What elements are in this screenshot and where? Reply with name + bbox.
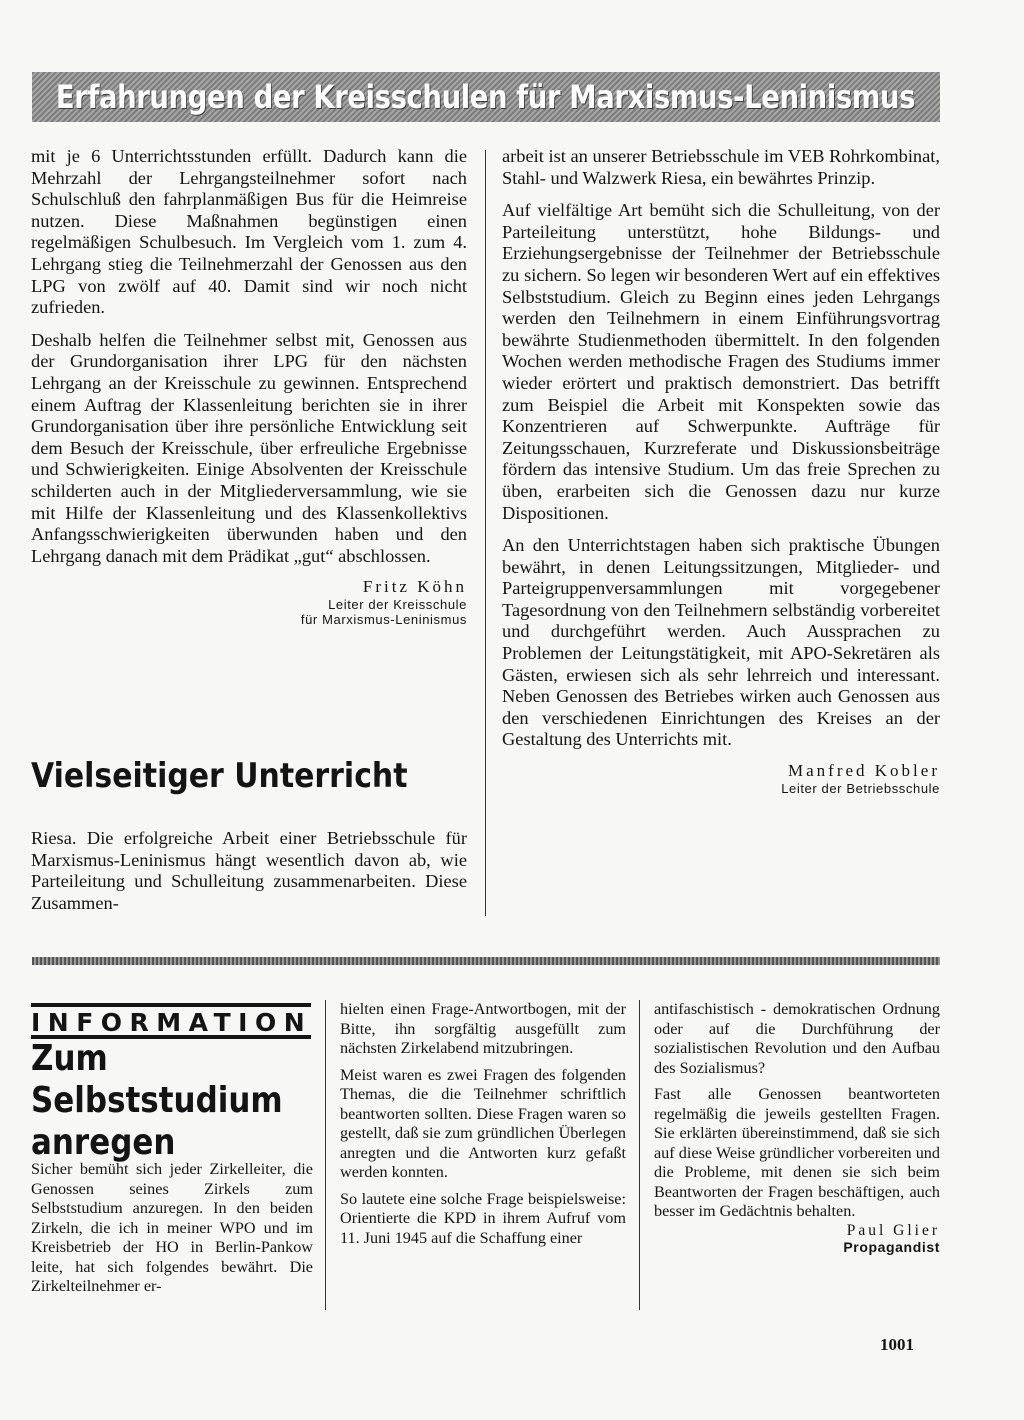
column-divider xyxy=(639,1000,640,1310)
information-column3 xyxy=(654,1000,940,1255)
article2-role: Leiter der Betriebsschule xyxy=(781,781,940,797)
column-divider xyxy=(325,1000,326,1310)
article1-paragraph: mit je 6 Unterrichtsstunden erfüllt. Dadurch kann die Mehrzahl der Lehrgangsteilnehmer sofort nach Schulschluß den fahrplanmäßigen Bus für die Heimreise nutzen. Diese Maßnahmen begünstigen einen regelmäßigen Schulbesuch. Im Vergleich vom 1. zum 4. Lehrgang stieg die Teilnehmerzahl der Genossen aus den LPG von zwölf auf 40. Damit sind wir noch nicht zufrieden. xyxy=(31,146,467,318)
banner-title: Erfahrungen der Kreisschulen für Marxismus-Leninismus xyxy=(56,78,916,116)
information-rule-top xyxy=(31,1003,311,1007)
article2-paragraph: An den Unterrichtstagen haben sich praktische Übungen bewährt, in denen Leitungssitzungen, Mitglieder- und Parteigruppenversammlungen mit vorgegebener Tagesordnung von den Teilnehmern selbständig vorbereitet und durchgeführt werden. Auch Aussprachen zu Problemen der Leitungstätigkeit, mit APO-Sekretären als Gästen, erwiesen sich als sehr lehrreich und interessant. Neben Genossen des Betriebes wirken auch Genossen aus den verschiedenen Einrichtungen des Kreises an der Gestaltung des Unterrichts mit. xyxy=(502,535,940,750)
article1-author: Fritz Köhn xyxy=(362,577,467,597)
article1-column xyxy=(31,146,467,627)
information-column2 xyxy=(340,1000,626,1248)
article2-column2 xyxy=(502,146,940,796)
article2-paragraph: arbeit ist an unserer Betriebsschule im VEB Rohrkombinat, Stahl- und Walzwerk Riesa, ein bewährtes Prinzip. xyxy=(502,146,940,188)
information-paragraph: So lautete eine solche Frage beispielsweise: Orientierte die KPD in ihrem Aufruf vom 11. Juni 1945 auf die Schaffung einer xyxy=(340,1189,626,1247)
information-role: Propagandist xyxy=(843,1238,940,1255)
information-paragraph: Sicher bemüht sich jeder Zirkelleiter, die Genossen seines Zirkels zum Selbststudium anzuregen. In den beiden Zirkeln, die ich in meiner WPO und im Kreisbetrieb der HO in Berlin-Pankow leite, hat sich folgendes bewährt. Die Zirkelteilnehmer er- xyxy=(31,1160,313,1295)
information-paragraph: Meist waren es zwei Fragen des folgenden Themas, die die Teilnehmer schriftlich beantworten sollten. Diese Fragen waren so gestellt, daß sie zum gründlichen Überlegen anregten und die Antworten kurz gefaßt werden konnten. xyxy=(340,1065,626,1181)
article1-role-line1: Leiter der Kreisschule xyxy=(328,597,467,613)
page-number: 1001 xyxy=(880,1335,914,1354)
article1-role-line2: für Marxismus-Leninismus xyxy=(300,612,467,628)
article1-paragraph: Deshalb helfen die Teilnehmer selbst mit, Genossen aus der Grundorganisation ihrer LPG für den nächsten Lehrgang an der Kreisschule zu gewinnen. Entsprechend einem Auftrag der Klassenleitung berichten sie in ihrer Grundorganisation über ihre persönliche Entwicklung seit dem Besuch der Kreisschule, über erfreuliche Ergebnisse und Schwierigkeiten. Einige Absolventen der Kreisschule schilderten auch in der Mitgliederversammlung, wie sie mit Hilfe der Klassenleitung und des Klassenkollektivs Anfangsschwierigkeiten überwunden haben und den Lehrgang danach mit dem Prädikat „gut“ abschlossen. xyxy=(31,329,467,566)
column-divider xyxy=(485,150,486,916)
article2-paragraph: Auf vielfältige Art bemüht sich die Schulleitung, von der Parteileitung unterstützt, hohe Bildungs- und Erziehungsergebnisse der Teilnehmer der Betriebsschule zu sichern. So legen wir besonderen Wert auf ein effektives Selbststudium. Gleich zu Beginn eines jeden Lehrgangs werden den Teilnehmern in einem Einführungsvortrag bewährte Studienmethoden übermittelt. In den folgenden Wochen werden methodische Fragen des Studiums immer wieder erörtert und praktisch demonstriert. Das betrifft zum Beispiel die Arbeit mit Konspekten sowie das Konzentrieren auf Schwerpunkte. Aufträge für Zeitungsschauen, Kurzreferate und Diskussionsbeiträge fördern das intensive Studium. Um das freie Sprechen zu üben, erarbeiten sich die Genossen dazu nur kurze Dispositionen. xyxy=(502,200,940,523)
information-label: INFORMATION xyxy=(31,1008,313,1037)
information-title: Zum Selbststudium anregen xyxy=(31,1038,283,1163)
section-banner xyxy=(32,72,940,122)
information-paragraph: Fast alle Genossen beantworteten regelmäßig die jeweils gestellten Fragen. Sie erklärten übereinstimmend, daß sie sich auf diese Weise gründlicher vorbereiten und die Probleme, mit denen sie sich beim Beantworten der Fragen beschäftigen, auch besser im Gedächtnis behalten. xyxy=(654,1085,940,1220)
section-separator xyxy=(32,957,940,965)
information-paragraph: antifaschistisch - demokratischen Ordnung oder auf die Durchführung der sozialistischen Revolution und den Aufbau des Sozialismus? xyxy=(654,1000,940,1077)
information-column1 xyxy=(31,1160,313,1297)
article2-headline: Vielseitiger Unterricht xyxy=(31,756,408,796)
article2-paragraph: Riesa. Die erfolgreiche Arbeit einer Betriebsschule für Marxismus-Leninismus hängt wesentlich davon ab, wie Parteileitung und Schulleitung zusammenarbeiten. Diese Zusammen- xyxy=(31,828,467,913)
article2-author: Manfred Kobler xyxy=(788,761,940,781)
information-author: Paul Glier xyxy=(846,1221,940,1239)
article2-column1 xyxy=(31,828,467,914)
information-paragraph: hielten einen Frage-Antwortbogen, mit der Bitte, ihn sorgfältig ausgefüllt zum nächsten Zirkelabend mitzubringen. xyxy=(340,1000,626,1057)
